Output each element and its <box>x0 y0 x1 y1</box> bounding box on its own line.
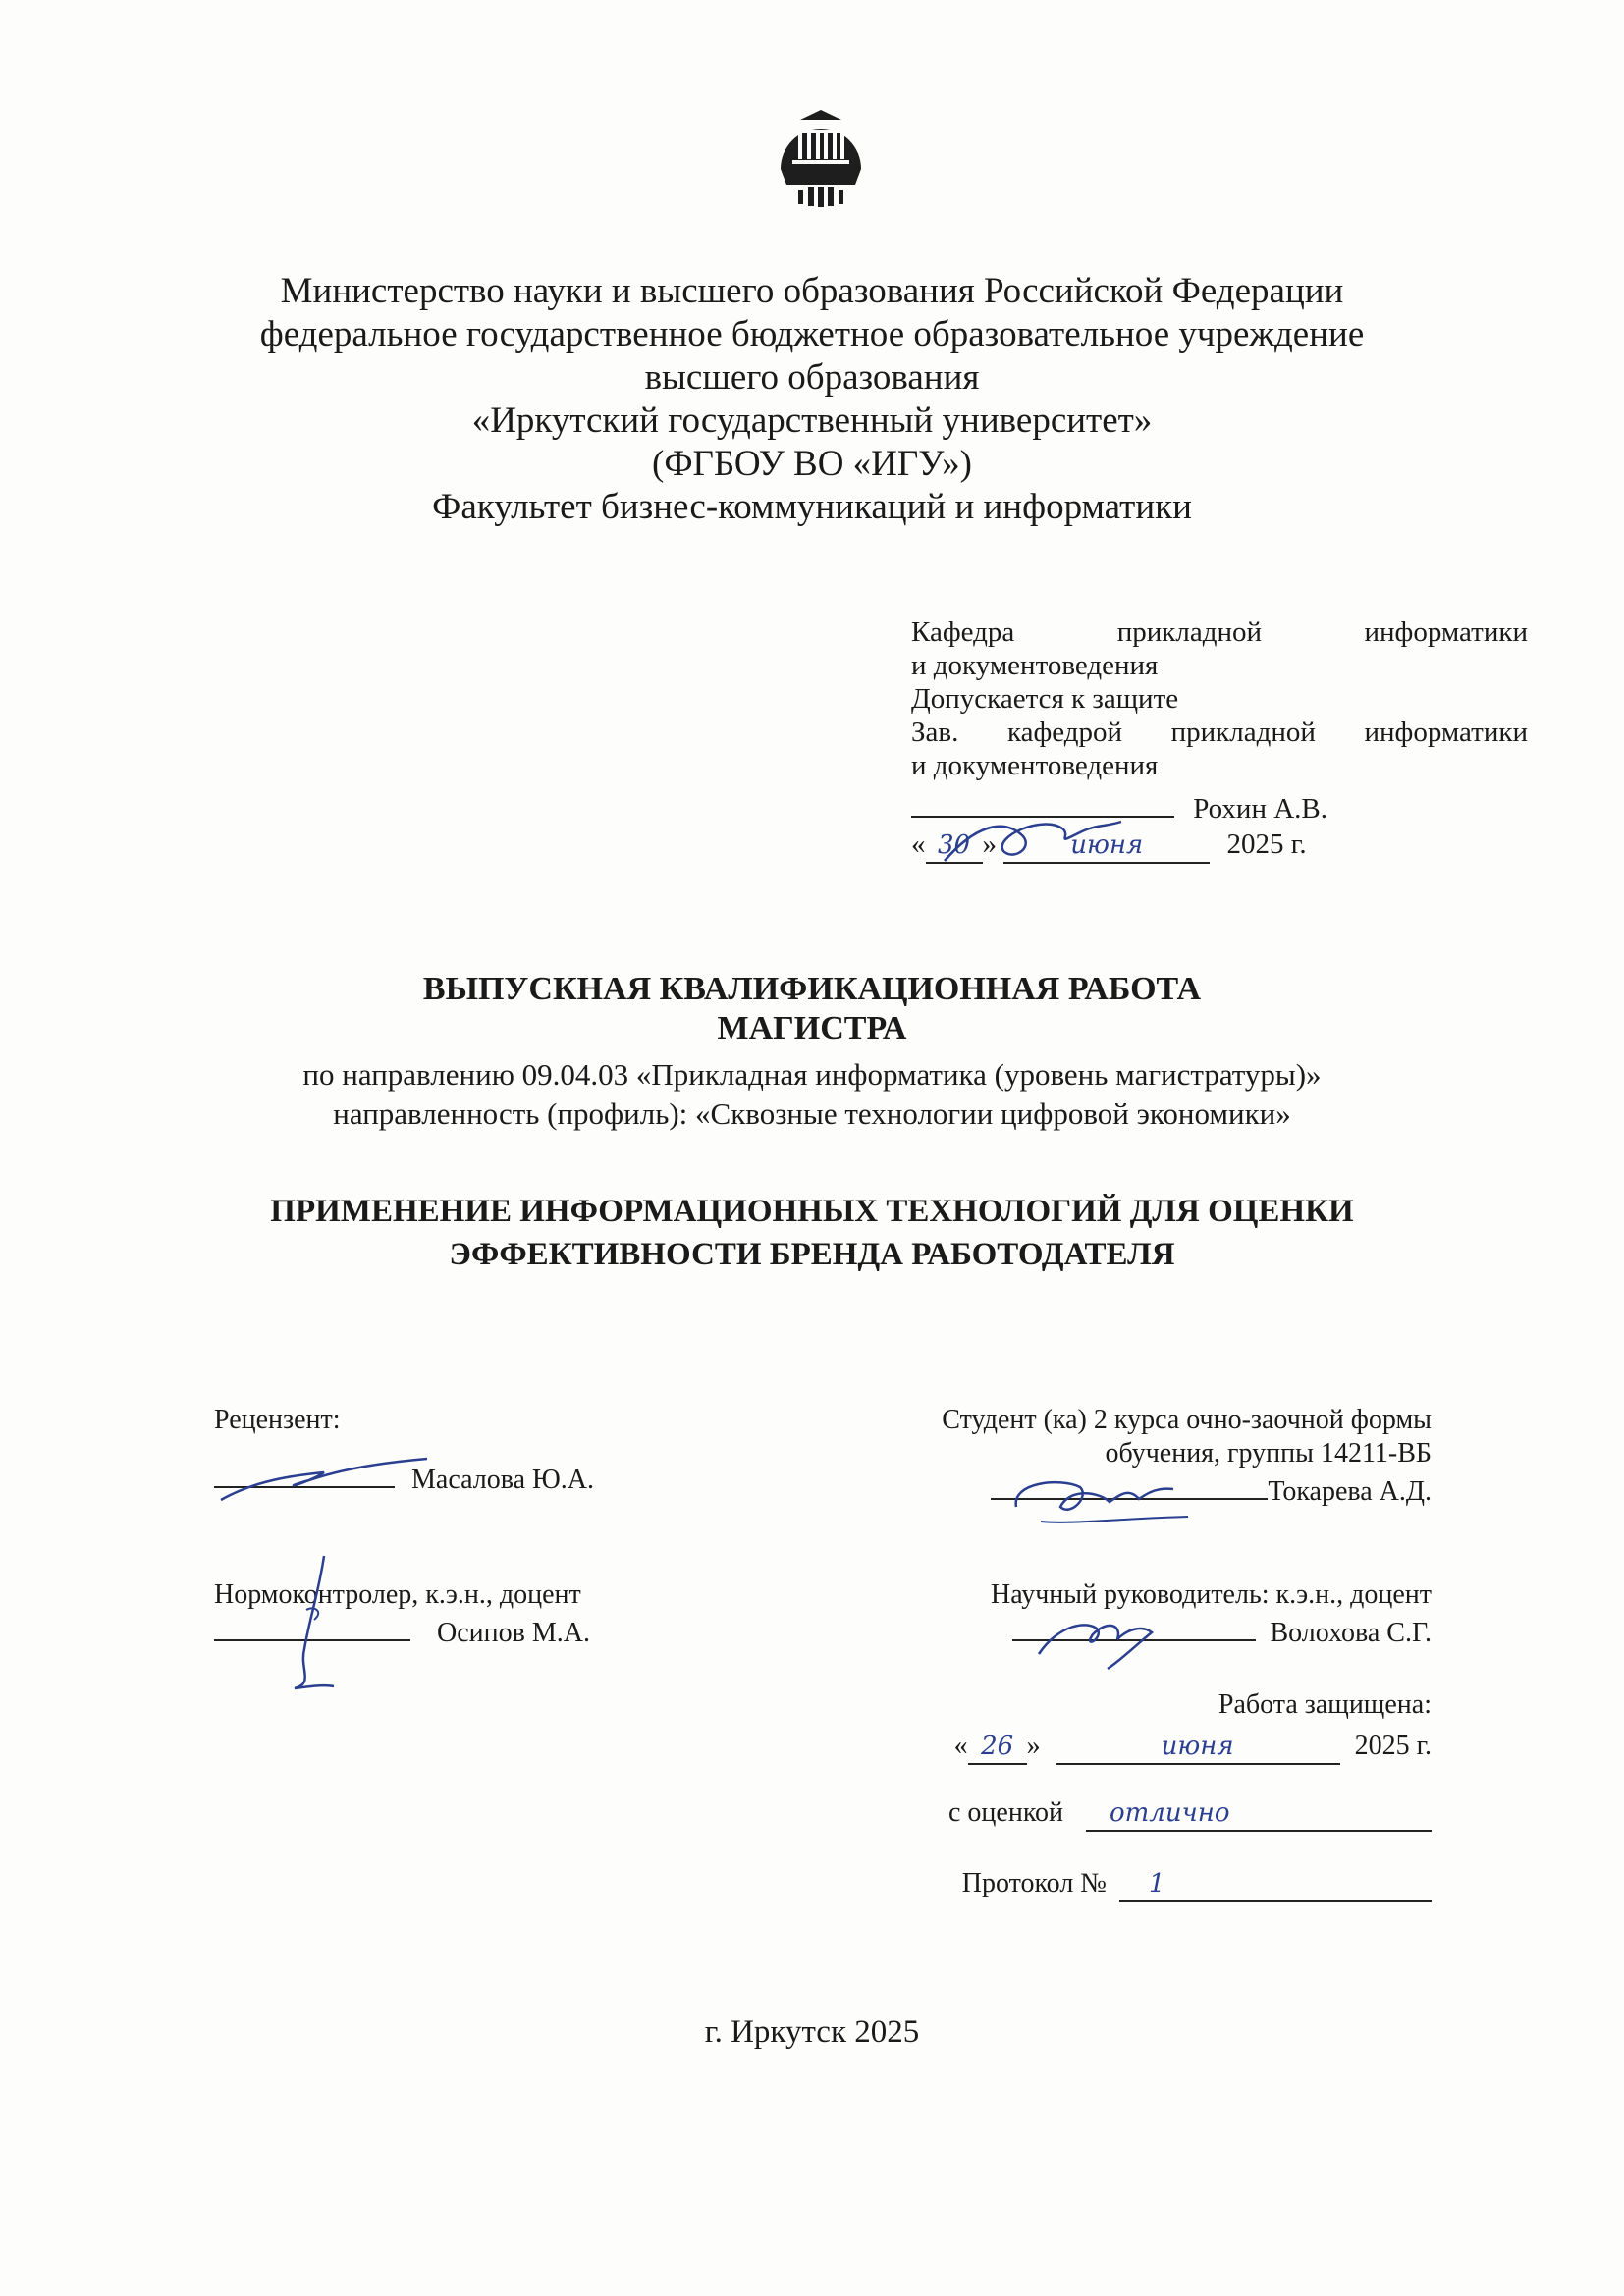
grade-label: с оценкой <box>948 1797 1063 1828</box>
supervisor-name: Волохова С.Г. <box>1270 1618 1432 1648</box>
header-university-abbr: (ФГБОУ ВО «ИГУ») <box>652 444 972 484</box>
protocol-line <box>962 1867 1432 1902</box>
head-word: Зав. <box>911 717 959 748</box>
header-university-name: «Иркутский государственный университет» <box>471 400 1153 441</box>
header-faculty: Факультет бизнес-коммуникаций и информатики <box>432 487 1192 527</box>
grade-line <box>948 1796 1432 1832</box>
normcontrol-label: Нормоконтролер, к.э.н., доцент <box>214 1579 581 1610</box>
date-day-handwritten: 30 <box>937 830 971 860</box>
department-word: Кафедра <box>911 616 1015 648</box>
direction-line-2: направленность (профиль): «Сквозные технологии цифровой экономики» <box>333 1096 1291 1131</box>
supervisor-label: Научный руководитель: к.э.н., доцент <box>990 1579 1432 1610</box>
department-line-2: и документоведения <box>911 650 1159 681</box>
defense-day-blank <box>968 1730 1027 1765</box>
defense-day-handwritten: 26 <box>981 1732 1014 1761</box>
student-course-line: Студент (ка) 2 курса очно-заочной формы <box>942 1405 1432 1435</box>
date-year: 2025 г. <box>1226 828 1307 860</box>
date-close-quote: » <box>982 828 997 860</box>
protocol-label: Протокол № <box>961 1868 1107 1898</box>
header-ministry: Министерство науки и высшего образования Российской Федерации <box>280 271 1344 311</box>
thesis-type-line-2: МАГИСТРА <box>717 1010 907 1046</box>
head-of-department-line-2: и документоведения <box>911 750 1159 781</box>
defense-label-block <box>1218 1688 1432 1722</box>
reviewer-signature-icon <box>216 1451 432 1510</box>
reviewer-name: Масалова Ю.А. <box>411 1465 595 1495</box>
city-year: г. Иркутск 2025 <box>704 2014 920 2050</box>
protocol-blank <box>1119 1867 1432 1902</box>
admitted-to-defense: Допускается к защите <box>911 683 1179 715</box>
thesis-type-line-1: ВЫПУСКНАЯ КВАЛИФИКАЦИОННАЯ РАБОТА <box>422 971 1202 1007</box>
institution-header <box>0 270 1624 529</box>
head-word: информатики <box>1364 717 1528 748</box>
university-logo-icon <box>773 79 869 216</box>
header-education-level: высшего образования <box>644 357 980 398</box>
normcontrol-signature-line <box>214 1612 590 1650</box>
date-open-quote: « <box>911 828 926 860</box>
reviewer-label: Рецензент: <box>214 1405 341 1435</box>
protocol-number-handwritten: 1 <box>1149 1869 1165 1898</box>
direction-line-1: по направлению 09.04.03 «Прикладная информатика (уровень магистратуры)» <box>302 1057 1322 1092</box>
defense-date-line <box>954 1730 1432 1765</box>
department-line <box>911 615 1528 649</box>
department-word: информатики <box>1364 616 1528 648</box>
head-signature-icon <box>935 807 1131 876</box>
grade-handwritten: отлично <box>1110 1798 1230 1828</box>
header-institution-type: федеральное государственное бюджетное образовательное учреждение <box>259 314 1365 354</box>
thesis-type <box>0 970 1624 1048</box>
student-signature-icon <box>1001 1468 1198 1536</box>
student-group-line: обучения, группы 14211-ВБ <box>1105 1438 1432 1468</box>
head-word: кафедрой <box>1006 717 1123 748</box>
topic-line-2: ЭФФЕКТИВНОСТИ БРЕНДА РАБОТОДАТЕЛЯ <box>449 1237 1175 1272</box>
head-name: Рохин А.В. <box>1193 793 1328 825</box>
supervisor-signature-icon <box>1029 1605 1176 1674</box>
defense-date-close-quote: » <box>1026 1731 1041 1761</box>
department-word: прикладной <box>1116 616 1263 648</box>
defense-month-blank <box>1056 1730 1340 1765</box>
thesis-topic <box>0 1190 1624 1276</box>
student-name: Токарева А.Д. <box>1268 1476 1432 1507</box>
normcontrol-block <box>214 1578 590 1650</box>
defense-label: Работа защищена: <box>1218 1689 1432 1720</box>
normcontrol-signature-icon <box>285 1551 344 1698</box>
defense-year: 2025 г. <box>1354 1731 1432 1761</box>
date-month-handwritten: июня <box>1070 830 1144 860</box>
study-direction <box>0 1055 1624 1134</box>
normcontrol-name: Осипов М.А. <box>437 1618 590 1648</box>
defense-month-handwritten: июня <box>1161 1732 1234 1761</box>
topic-line-1: ПРИМЕНЕНИЕ ИНФОРМАЦИОННЫХ ТЕХНОЛОГИЙ ДЛЯ ОЦЕНКИ <box>270 1194 1354 1229</box>
grade-blank <box>1086 1796 1432 1832</box>
head-of-department-line <box>911 716 1528 749</box>
head-word: прикладной <box>1170 717 1316 748</box>
defense-date-open-quote: « <box>953 1731 968 1761</box>
